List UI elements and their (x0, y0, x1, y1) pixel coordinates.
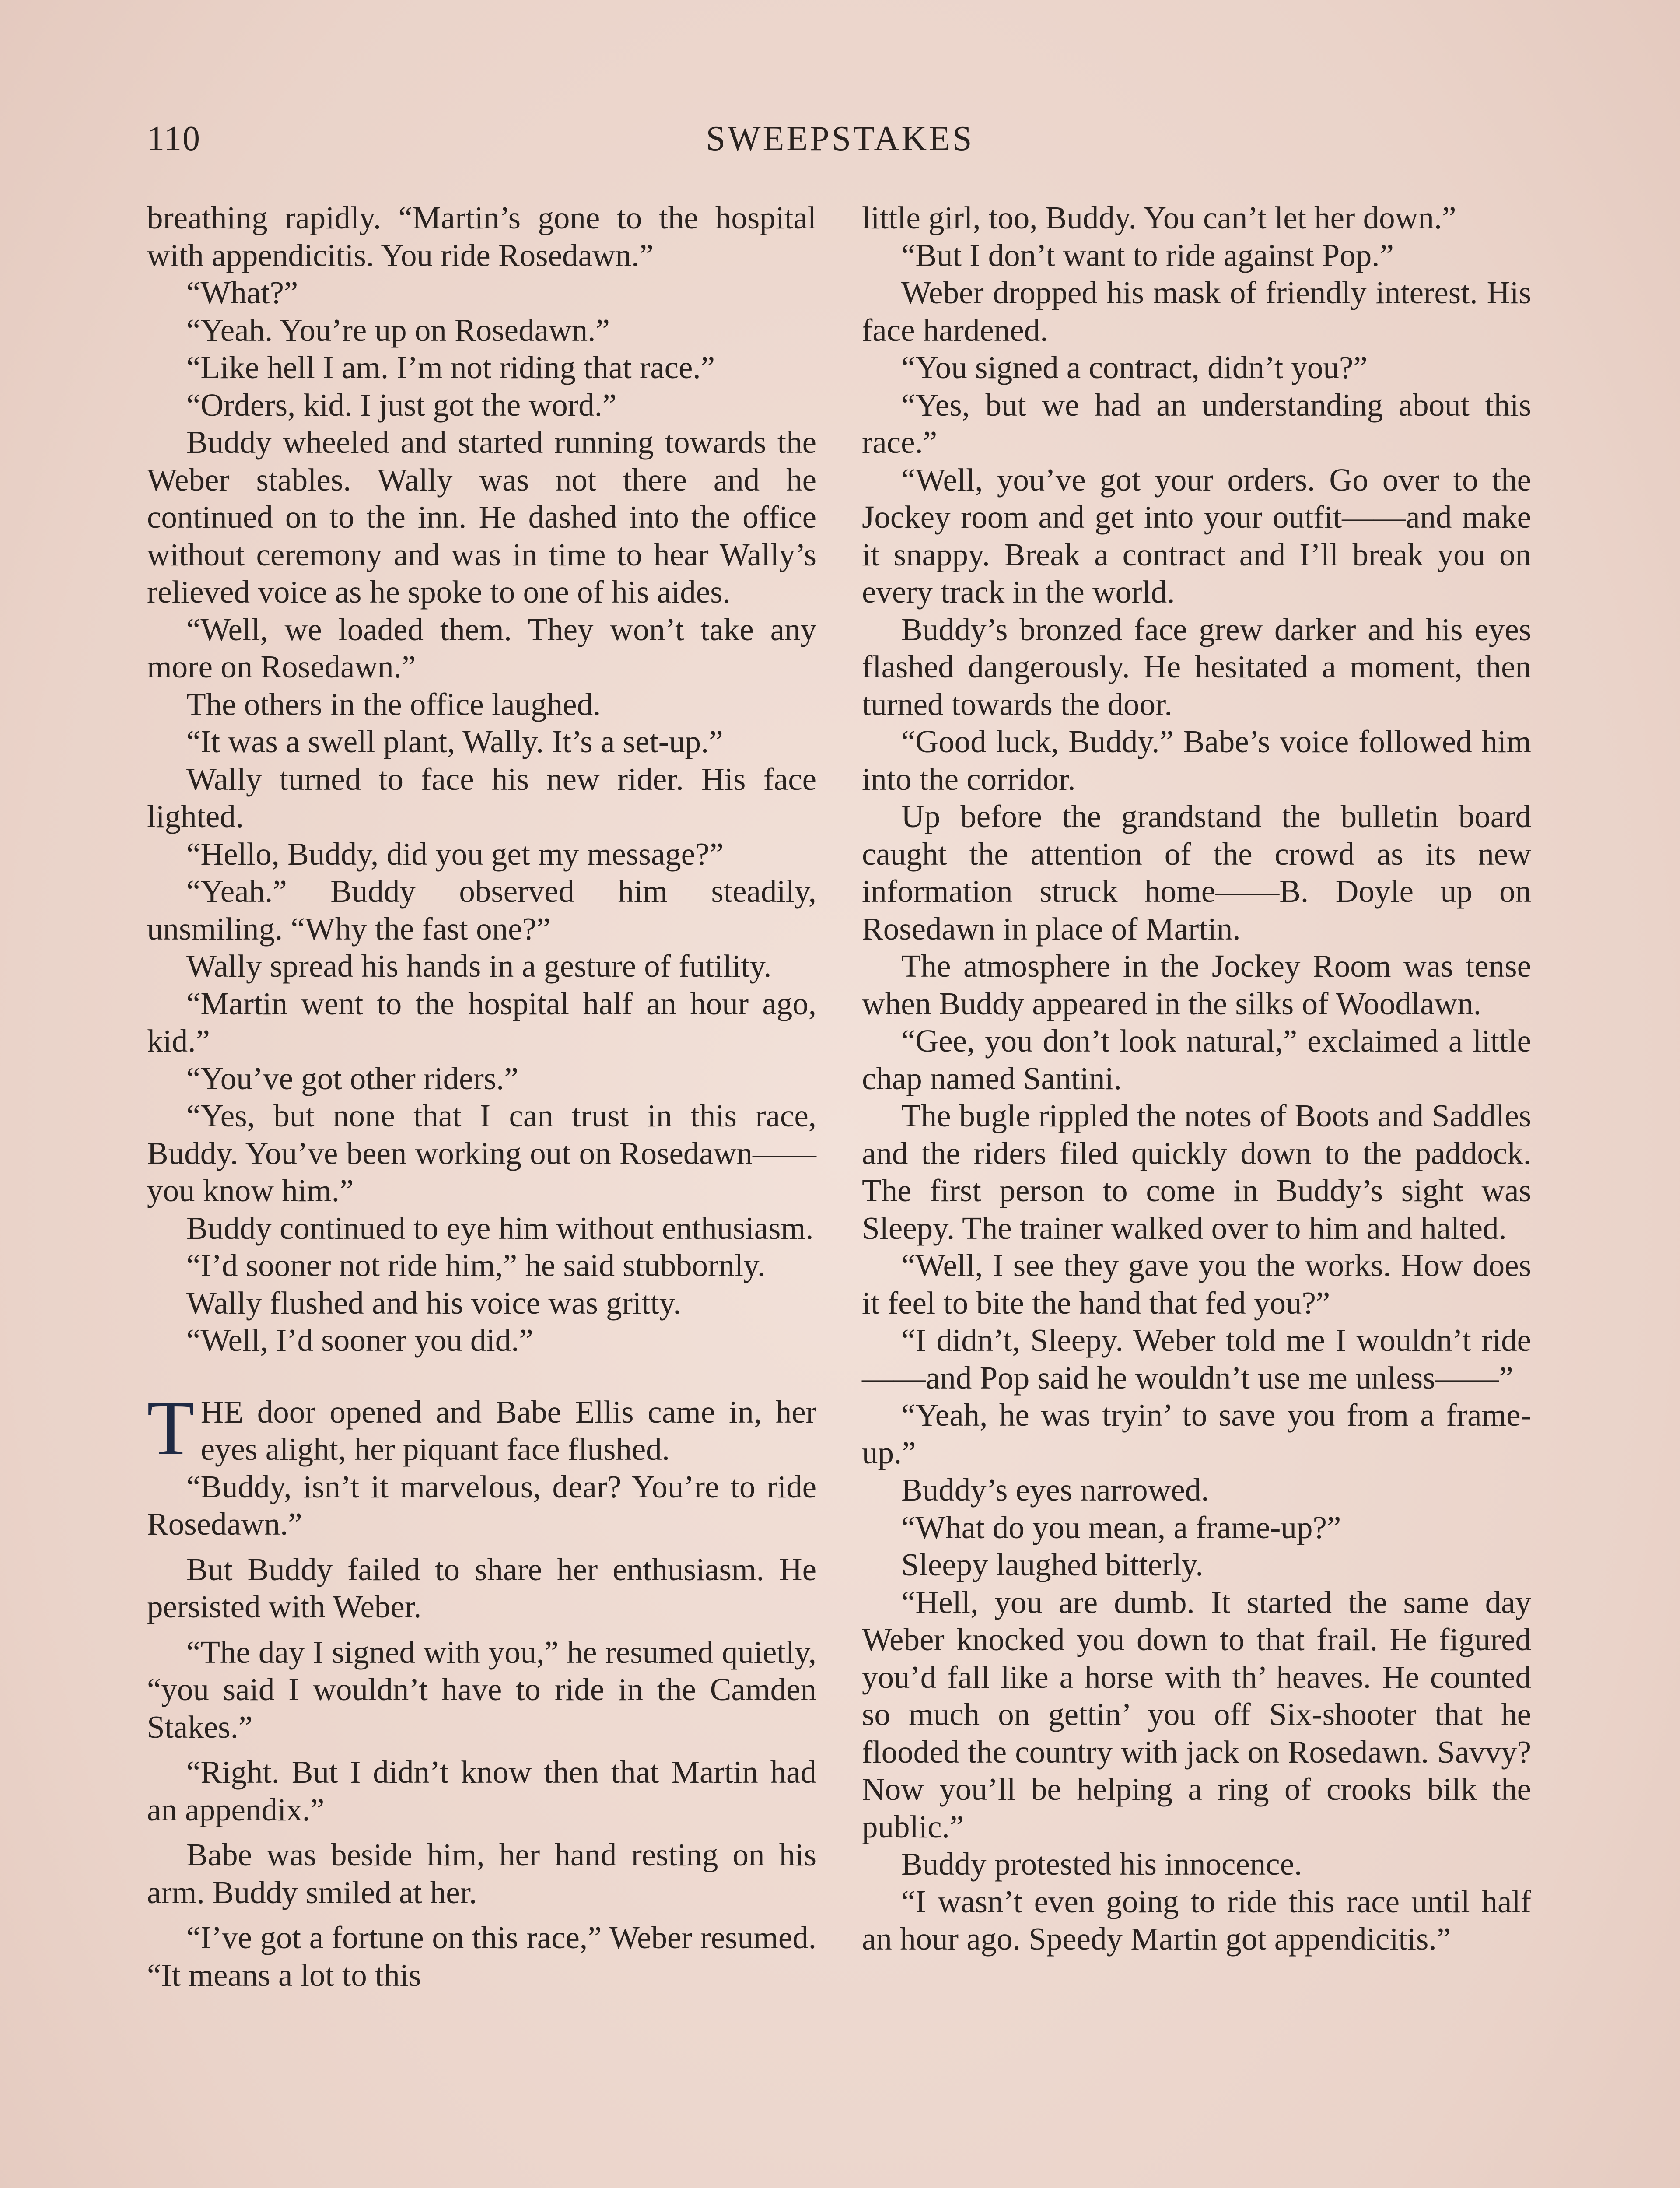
paragraph: Wally flushed and his voice was gritty. (186, 1285, 681, 1321)
paragraph: breathing rapidly. “Martin’s gone to the hospital with appendicitis. You ride Rosedawn.” (147, 200, 816, 273)
paragraph: Up before the grandstand the bulletin board caught the attention of the crowd as its new information struck home——B. Doyle up on Rosedawn in place of Martin. (862, 799, 1531, 947)
paragraph: “Like hell I am. I’m not riding that race.” (186, 350, 715, 385)
paragraph: “Martin went to the hospital half an hour ago, kid.” (147, 985, 816, 1059)
paragraph: “Gee, you don’t look natural,” exclaimed a little chap named Santini. (862, 1023, 1531, 1096)
paragraph: Buddy protested his innocence. (901, 1846, 1302, 1882)
paragraph: The others in the office laughed. (186, 686, 601, 722)
paragraph: “I’ve got a fortune on this race,” Weber resumed. “It means a lot to this (147, 1920, 816, 1993)
paragraph: Buddy continued to eye him without enthusiasm. (186, 1210, 814, 1246)
paragraph: “Well, I’d sooner you did.” (186, 1322, 533, 1358)
page-header (147, 115, 1533, 163)
section-opening-text: HE door opened and Babe Ellis came in, her eyes alight, her piquant face flushed. (200, 1394, 816, 1467)
paragraph: “You’ve got other riders.” (186, 1060, 518, 1096)
paragraph: The bugle rippled the notes of Boots and Saddles and the riders filed quickly down to the paddock. The first person to come in Buddy’s sight was Sleepy. The trainer walked over to him and halted. (862, 1098, 1531, 1246)
paragraph: little girl, too, Buddy. You can’t let her down.” (862, 200, 1456, 235)
paragraph: “Hell, you are dumb. It started the same day Weber knocked you down to that frail. He figured you’d fall like a horse with th’ heaves. He counted so much on gettin’ you off Six-shooter that he flooded the country with jack on Rosedawn. Savvy? Now you’ll be helping a ring of crooks bilk the public.” (862, 1584, 1531, 1844)
paragraph: “Yeah, he was tryin’ to save you from a frame-up.” (862, 1397, 1531, 1470)
paragraph: But Buddy failed to share her enthusiasm. He persisted with Weber. (147, 1551, 816, 1624)
paragraph: Wally turned to face his new rider. His face lighted. (147, 761, 816, 834)
paragraph: “What?” (186, 275, 298, 310)
paragraph: “You signed a contract, didn’t you?” (901, 350, 1368, 385)
paragraph: Wally spread his hands in a gesture of futility. (186, 948, 772, 984)
paragraph: “Well, we loaded them. They won’t take any more on Rosedawn.” (147, 611, 816, 684)
paragraph: “The day I signed with you,” he resumed quietly, “you said I wouldn’t have to ride in the Camden Stakes.” (147, 1634, 816, 1745)
paragraph: “I didn’t, Sleepy. Weber told me I wouldn’t ride——and Pop said he wouldn’t use me unless——” (862, 1322, 1531, 1396)
paragraph: Babe was beside him, her hand resting on his arm. Buddy smiled at her. (147, 1837, 816, 1910)
paragraph: “Yes, but we had an understanding about this race.” (862, 387, 1531, 460)
paragraph: Buddy’s eyes narrowed. (901, 1472, 1209, 1508)
left-column (147, 199, 816, 1994)
paragraph: “Hello, Buddy, did you get my message?” (186, 836, 724, 872)
paragraph: “Right. But I didn’t know then that Martin had an appendix.” (147, 1754, 816, 1827)
paragraph: “I’d sooner not ride him,” he said stubbornly. (186, 1248, 766, 1283)
paragraph: Buddy wheeled and started running towards the Weber stables. Wally was not there and he continued on to the inn. He dashed into the office without ceremony and was in time to hear Wally’s relieved voice as he spoke to one of his aides. (147, 424, 816, 610)
paragraph: “Buddy, isn’t it marvelous, dear? You’re to ride Rosedawn.” (147, 1469, 816, 1542)
paragraph: Weber dropped his mask of friendly interest. His face hardened. (862, 275, 1531, 348)
paragraph: “Good luck, Buddy.” Babe’s voice followed him into the corridor. (862, 724, 1531, 797)
paragraph: Sleepy laughed bitterly. (901, 1547, 1204, 1582)
paragraph: “I wasn’t even going to ride this race until half an hour ago. Speedy Martin got appendicitis.” (862, 1883, 1531, 1957)
right-column (862, 199, 1531, 1958)
paragraph: “Yeah. You’re up on Rosedawn.” (186, 312, 610, 348)
page-number: 110 (147, 119, 201, 158)
paragraph: The atmosphere in the Jockey Room was tense when Buddy appeared in the silks of Woodlawn. (862, 948, 1531, 1021)
paragraph: “Well, you’ve got your orders. Go over to the Jockey room and get into your outfit——and make it snappy. Break a contract and I’ll break you on every track in the world. (862, 462, 1531, 610)
paragraph: “Well, I see they gave you the works. How does it feel to bite the hand that fed you?” (862, 1248, 1531, 1321)
paragraph: “But I don’t want to ride against Pop.” (901, 237, 1394, 273)
paragraph: Buddy’s bronzed face grew darker and his eyes flashed dangerously. He hesitated a moment, then turned towards the door. (862, 611, 1531, 722)
running-head: SWEEPSTAKES (706, 119, 974, 158)
paragraph: “What do you mean, a frame-up?” (901, 1509, 1341, 1545)
paragraph: “Orders, kid. I just got the word.” (186, 387, 617, 423)
paragraph: “It was a swell plant, Wally. It’s a set-up.” (186, 724, 723, 759)
paragraph: “Yeah.” Buddy observed him steadily, unsmiling. “Why the fast one?” (147, 873, 816, 947)
drop-cap: T (147, 1384, 195, 1471)
paragraph: “Yes, but none that I can trust in this race, Buddy. You’ve been working out on Rosedawn——you know him.” (147, 1098, 816, 1208)
section-opening-paragraph (147, 1384, 816, 1471)
